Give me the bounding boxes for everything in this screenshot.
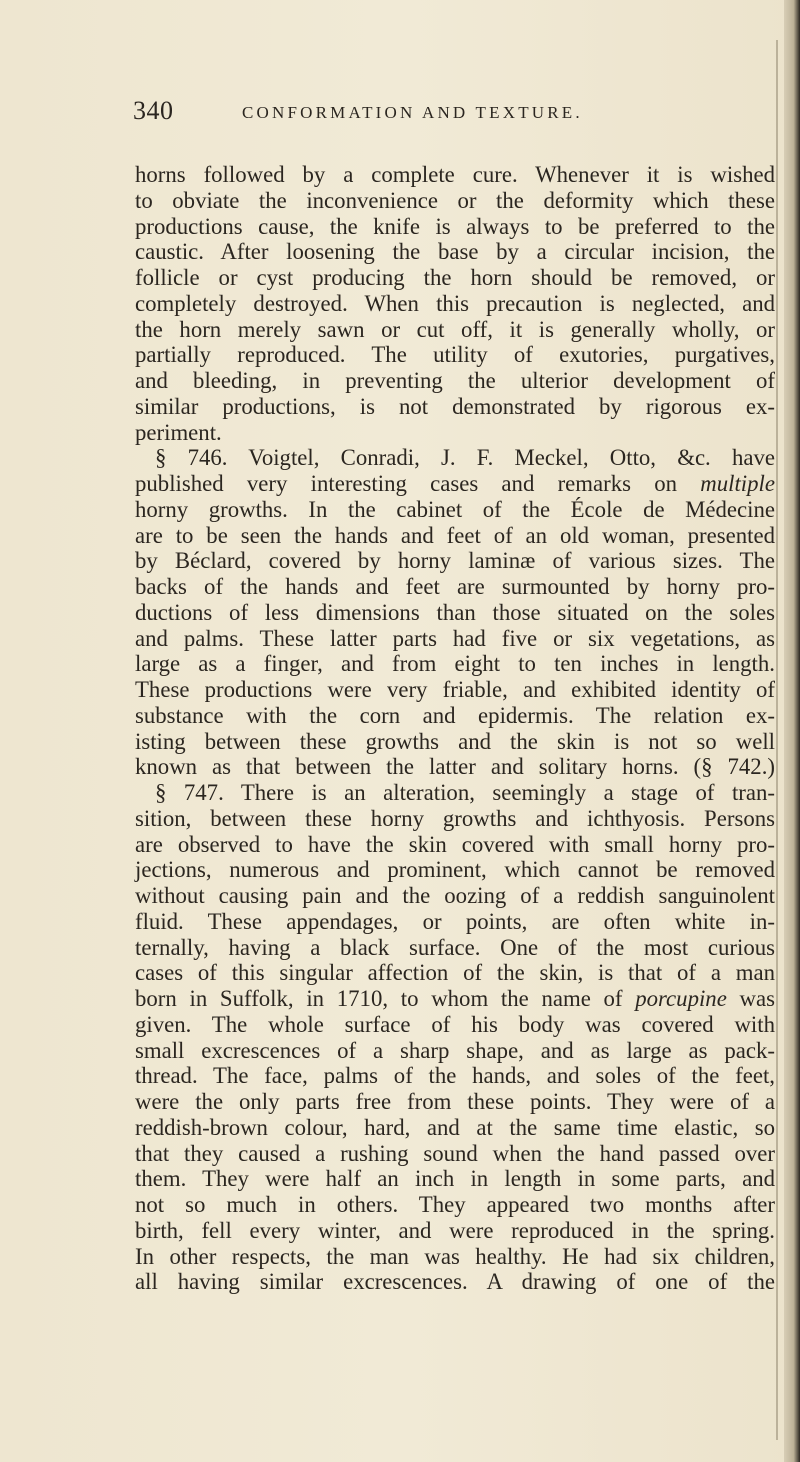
text-line: partially reproduced. The utility of exutories, purgatives, (135, 342, 775, 368)
text-line: isting between these growths and the skin is not so well (135, 728, 775, 754)
page-header (0, 96, 780, 136)
text-line: without causing pain and the oozing of a reddish sanguinolent (135, 883, 775, 908)
text-line: horns followed by a complete cure. Whenever it is wished (135, 162, 775, 187)
text-line: ductions of less dimensions than those situated on the soles (135, 599, 775, 625)
text-line: all having similar excrescences. A drawing of one of the (135, 1269, 775, 1295)
text-line: In other respects, the man was healthy. He had six children, (135, 1243, 775, 1269)
text-line: caustic. After loosening the base by a circular incision, the (135, 239, 775, 265)
text-line: fluid. These appendages, or points, are often white in- (135, 908, 775, 934)
text-line: birth, fell every winter, and were reproduced in the spring. (135, 1217, 775, 1243)
text-line: periment. (135, 419, 222, 445)
page-edge-shadow (784, 0, 800, 1462)
paragraph-2 (135, 445, 775, 780)
text-line: given. The whole surface of his body was covered with (135, 1011, 775, 1037)
text-line: reddish-brown colour, hard, and at the same time elastic, so (135, 1114, 775, 1140)
text-line: large as a finger, and from eight to ten inches in length. (135, 651, 775, 677)
running-head: CONFORMATION AND TEXTURE. (242, 103, 583, 122)
text-line: substance with the corn and epidermis. The relation ex- (135, 702, 775, 728)
text-line: born in Suffolk, in 1710, to whom the name of porcupine was (135, 986, 775, 1011)
text-line: cases of this singular affection of the skin, is that of a man (135, 960, 775, 986)
text-line: backs of the hands and feet are surmounted by horny pro- (135, 574, 775, 599)
text-line: ternally, having a black surface. One of the most curious (135, 934, 775, 960)
italic-term: multiple (700, 471, 775, 496)
text-line: These productions were very friable, and exhibited identity of (135, 677, 775, 702)
paragraph-1 (135, 162, 775, 445)
text-line: are to be seen the hands and feet of an old woman, presented (135, 522, 775, 548)
text-line: that they caused a rushing sound when the hand passed over (135, 1140, 775, 1166)
text-line: known as that between the latter and solitary horns. (§ 742.) (135, 754, 775, 780)
text-line: the horn merely sawn or cut off, it is generally wholly, or (135, 316, 775, 342)
binding-shadow-line (776, 40, 778, 1440)
text-line: and bleeding, in preventing the ulterior development of (135, 368, 775, 393)
text-line: § 747. There is an alteration, seemingly a stage of tran- (155, 780, 775, 805)
text-line: thread. The face, palms of the hands, and soles of the feet, (135, 1063, 775, 1089)
text-line: not so much in others. They appeared two months after (135, 1192, 775, 1217)
text-line: are observed to have the skin covered with small horny pro- (135, 831, 775, 857)
text-line: and palms. These latter parts had five or six vegetations, as (135, 625, 775, 651)
text-line: horny growths. In the cabinet of the École de Médecine (135, 496, 775, 522)
text-line: published very interesting cases and remarks on multiple (135, 471, 775, 496)
text-line: follicle or cyst producing the horn should be removed, or (135, 265, 775, 290)
text-line: small excrescences of a sharp shape, and as large as pack- (135, 1037, 775, 1063)
paragraph-3 (135, 780, 775, 1295)
body-text (135, 162, 775, 1295)
text-line: by Béclard, covered by horny laminæ of various sizes. The (135, 548, 775, 574)
text-line: were the only parts free from these points. They were of a (135, 1089, 775, 1114)
text-line: jections, numerous and prominent, which cannot be removed (135, 857, 775, 883)
text-line: similar productions, is not demonstrated by rigorous ex- (135, 393, 775, 419)
text-line: § 746. Voigtel, Conradi, J. F. Meckel, Otto, &c. have (155, 445, 775, 471)
text-line: productions cause, the knife is always to be preferred to the (135, 213, 775, 239)
italic-term: porcupine (635, 986, 727, 1011)
text-line: completely destroyed. When this precaution is neglected, and (135, 290, 775, 316)
page-number: 340 (133, 96, 174, 125)
text-line: sition, between these horny growths and ichthyosis. Persons (135, 805, 775, 831)
text-line: to obviate the inconvenience or the deformity which these (135, 187, 775, 213)
text-line: them. They were half an inch in length in some parts, and (135, 1166, 775, 1192)
